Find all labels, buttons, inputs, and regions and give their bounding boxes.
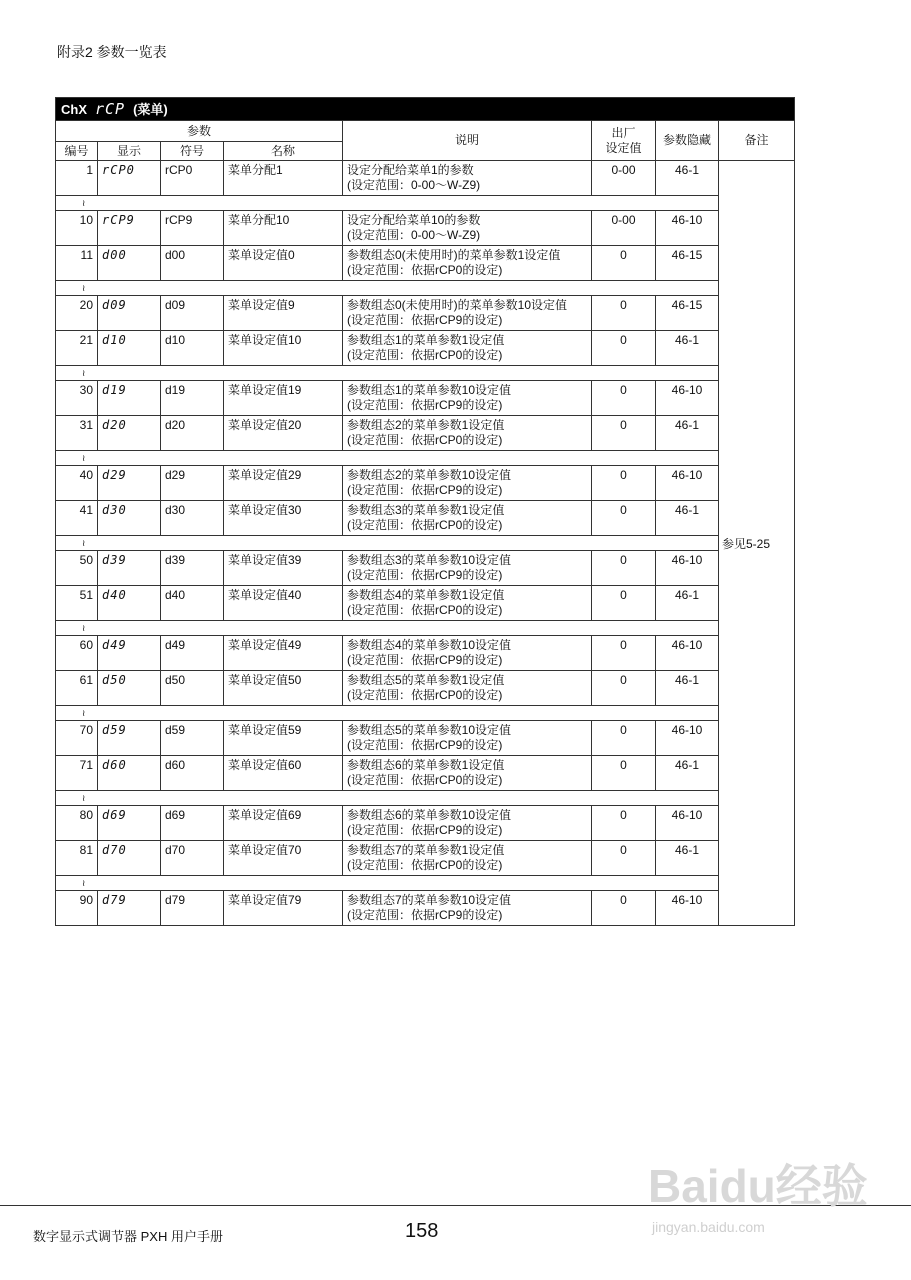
row-hidden: 46-1 [656,671,719,706]
row-desc [343,161,592,196]
table-row [56,841,795,876]
row-factory: 0 [592,331,656,366]
row-name: 菜单设定值29 [224,466,343,501]
row-display: d39 [98,551,161,586]
row-no: 11 [56,246,98,281]
row-display: d79 [98,891,161,926]
gap-mark: ≀ [82,878,86,888]
gap-mark: ≀ [82,623,86,633]
gap-row [56,621,795,636]
desc-line: 参数组态1的菜单参数10设定值 [347,383,512,397]
row-no: 31 [56,416,98,451]
desc-range: (设定范围：依据rCP9的设定) [347,568,503,582]
row-hidden: 46-10 [656,721,719,756]
desc-line: 参数组态4的菜单参数10设定值 [347,638,512,652]
title-suffix: (菜单) [133,101,168,117]
header-display: 显示 [98,142,161,161]
desc-range: (设定范围：依据rCP9的设定) [347,398,503,412]
desc-line: 参数组态0(未使用时)的菜单参数1设定值 [347,248,561,262]
row-name: 菜单设定值40 [224,586,343,621]
gap-mark: ≀ [82,538,86,548]
gap-cell [56,536,719,551]
desc-line: 参数组态3的菜单参数1设定值 [347,503,505,517]
row-no: 30 [56,381,98,416]
row-symbol: d40 [161,586,224,621]
row-factory: 0 [592,721,656,756]
row-hidden: 46-10 [656,466,719,501]
row-factory: 0 [592,841,656,876]
row-no: 70 [56,721,98,756]
row-display: d70 [98,841,161,876]
desc-line: 参数组态0(未使用时)的菜单参数10设定值 [347,298,568,312]
row-factory: 0 [592,416,656,451]
row-factory: 0 [592,806,656,841]
row-display: d60 [98,756,161,791]
row-desc [343,416,592,451]
row-desc [343,841,592,876]
table-row [56,381,795,416]
row-symbol: rCP9 [161,211,224,246]
row-hidden: 46-10 [656,211,719,246]
desc-line: 参数组态1的菜单参数1设定值 [347,333,505,347]
table-row [56,466,795,501]
row-name: 菜单设定值50 [224,671,343,706]
row-no: 80 [56,806,98,841]
row-factory: 0 [592,671,656,706]
desc-line: 参数组态5的菜单参数1设定值 [347,673,505,687]
row-desc [343,636,592,671]
table-row [56,671,795,706]
desc-range: (设定范围：依据rCP9的设定) [347,653,503,667]
table-row [56,756,795,791]
row-display: d49 [98,636,161,671]
row-no: 50 [56,551,98,586]
row-factory: 0 [592,246,656,281]
gap-cell [56,366,719,381]
row-no: 41 [56,501,98,536]
row-no: 21 [56,331,98,366]
gap-row [56,281,795,296]
gap-row [56,791,795,806]
desc-line: 参数组态2的菜单参数1设定值 [347,418,505,432]
row-name: 菜单设定值39 [224,551,343,586]
gap-cell [56,621,719,636]
table-row [56,891,795,926]
row-display: d29 [98,466,161,501]
row-name: 菜单设定值10 [224,331,343,366]
header-desc: 说明 [343,121,592,161]
row-no: 71 [56,756,98,791]
gap-cell [56,876,719,891]
row-hidden: 46-1 [656,331,719,366]
row-hidden: 46-10 [656,806,719,841]
row-symbol: d70 [161,841,224,876]
desc-range: (设定范围：依据rCP9的设定) [347,483,503,497]
row-desc [343,501,592,536]
row-no: 61 [56,671,98,706]
row-display: d40 [98,586,161,621]
watermark-logo: Baidu经验 [648,1160,868,1212]
header-factory: 出厂 设定值 [592,121,656,161]
row-name: 菜单设定值0 [224,246,343,281]
table-row [56,501,795,536]
row-name: 菜单设定值9 [224,296,343,331]
row-factory: 0 [592,756,656,791]
gap-cell [56,281,719,296]
desc-range: (设定范围：依据rCP0的设定) [347,348,503,362]
row-symbol: d29 [161,466,224,501]
row-symbol: d30 [161,501,224,536]
desc-line: 参数组态5的菜单参数10设定值 [347,723,512,737]
table-row [56,161,795,196]
row-name: 菜单分配10 [224,211,343,246]
row-symbol: d50 [161,671,224,706]
table-row [56,331,795,366]
row-desc [343,721,592,756]
row-desc [343,246,592,281]
row-desc [343,331,592,366]
watermark-url: jingyan.baidu.com [652,1219,765,1235]
row-factory: 0 [592,296,656,331]
table-row [56,586,795,621]
gap-mark: ≀ [82,283,86,293]
row-name: 菜单设定值69 [224,806,343,841]
desc-range: (设定范围：依据rCP9的设定) [347,313,503,327]
page-header: 附录2 参数一览表 [57,44,167,60]
desc-range: (设定范围：依据rCP0的设定) [347,688,503,702]
row-display: rCP0 [98,161,161,196]
row-desc [343,671,592,706]
gap-cell [56,791,719,806]
row-desc [343,296,592,331]
desc-range: (设定范围：依据rCP9的设定) [347,823,503,837]
table-title-row [56,98,795,121]
header-row-1 [56,121,795,142]
row-factory: 0 [592,466,656,501]
gap-row [56,366,795,381]
row-hidden: 46-1 [656,586,719,621]
row-factory: 0 [592,586,656,621]
row-name: 菜单设定值70 [224,841,343,876]
row-factory: 0 [592,501,656,536]
desc-line: 参数组态6的菜单参数1设定值 [347,758,505,772]
gap-mark: ≀ [82,198,86,208]
table-row [56,246,795,281]
row-symbol: d20 [161,416,224,451]
gap-mark: ≀ [82,708,86,718]
row-display: d09 [98,296,161,331]
row-symbol: d19 [161,381,224,416]
gap-mark: ≀ [82,453,86,463]
desc-range: (设定范围：0-00～W-Z9) [347,178,481,192]
row-display: d30 [98,501,161,536]
parameter-table [55,97,795,926]
gap-cell [56,451,719,466]
row-hidden: 46-1 [656,756,719,791]
row-hidden: 46-10 [656,381,719,416]
row-name: 菜单设定值20 [224,416,343,451]
row-hidden: 46-1 [656,416,719,451]
remark-cell: 参见5-25 [719,161,795,926]
row-hidden: 46-1 [656,841,719,876]
row-symbol: d60 [161,756,224,791]
row-name: 菜单设定值79 [224,891,343,926]
gap-mark: ≀ [82,368,86,378]
row-display: d59 [98,721,161,756]
row-name: 菜单分配1 [224,161,343,196]
desc-range: (设定范围：依据rCP0的设定) [347,433,503,447]
row-symbol: d39 [161,551,224,586]
row-desc [343,381,592,416]
row-symbol: d10 [161,331,224,366]
row-symbol: d59 [161,721,224,756]
row-desc [343,466,592,501]
gap-cell [56,196,719,211]
desc-range: (设定范围：0-00～W-Z9) [347,228,481,242]
gap-row [56,451,795,466]
row-hidden: 46-1 [656,501,719,536]
desc-range: (设定范围：依据rCP0的设定) [347,858,503,872]
desc-line: 参数组态7的菜单参数10设定值 [347,893,512,907]
table-row [56,416,795,451]
desc-line: 参数组态2的菜单参数10设定值 [347,468,512,482]
row-factory: 0-00 [592,211,656,246]
row-display: d20 [98,416,161,451]
row-display: rCP9 [98,211,161,246]
row-symbol: d00 [161,246,224,281]
gap-row [56,706,795,721]
desc-range: (设定范围：依据rCP0的设定) [347,263,503,277]
row-name: 菜单设定值30 [224,501,343,536]
header-name: 名称 [224,142,343,161]
row-no: 81 [56,841,98,876]
row-name: 菜单设定值19 [224,381,343,416]
row-hidden: 46-15 [656,296,719,331]
row-desc [343,756,592,791]
row-display: d10 [98,331,161,366]
row-no: 10 [56,211,98,246]
gap-mark: ≀ [82,793,86,803]
row-hidden: 46-1 [656,161,719,196]
desc-range: (设定范围：依据rCP9的设定) [347,908,503,922]
row-factory: 0 [592,891,656,926]
row-symbol: d49 [161,636,224,671]
gap-row [56,876,795,891]
row-desc [343,586,592,621]
row-desc [343,551,592,586]
row-display: d69 [98,806,161,841]
row-desc [343,806,592,841]
row-symbol: rCP0 [161,161,224,196]
header-no: 编号 [56,142,98,161]
row-name: 菜单设定值59 [224,721,343,756]
row-hidden: 46-10 [656,636,719,671]
row-display: d50 [98,671,161,706]
desc-line: 参数组态7的菜单参数1设定值 [347,843,505,857]
row-hidden: 46-10 [656,891,719,926]
row-no: 1 [56,161,98,196]
table-row [56,806,795,841]
row-no: 51 [56,586,98,621]
row-display: d19 [98,381,161,416]
desc-range: (设定范围：依据rCP9的设定) [347,738,503,752]
desc-line: 设定分配给菜单10的参数 [347,213,481,227]
row-factory: 0 [592,551,656,586]
table-row [56,636,795,671]
row-name: 菜单设定值49 [224,636,343,671]
header-symbol: 符号 [161,142,224,161]
table-row [56,211,795,246]
row-symbol: d09 [161,296,224,331]
row-hidden: 46-10 [656,551,719,586]
title-prefix: ChX [61,101,87,117]
desc-line: 参数组态4的菜单参数1设定值 [347,588,505,602]
header-hidden: 参数隐藏 [656,121,719,161]
row-factory: 0-00 [592,161,656,196]
desc-line: 设定分配给菜单1的参数 [347,163,474,177]
table-row [56,551,795,586]
desc-range: (设定范围：依据rCP0的设定) [347,773,503,787]
desc-line: 参数组态3的菜单参数10设定值 [347,553,512,567]
gap-cell [56,706,719,721]
row-symbol: d79 [161,891,224,926]
row-no: 40 [56,466,98,501]
row-symbol: d69 [161,806,224,841]
desc-range: (设定范围：依据rCP0的设定) [347,518,503,532]
row-no: 60 [56,636,98,671]
gap-row [56,196,795,211]
row-no: 20 [56,296,98,331]
table-row [56,296,795,331]
row-name: 菜单设定值60 [224,756,343,791]
header-params: 参数 [56,121,343,142]
header-remark: 备注 [719,121,795,161]
row-display: d00 [98,246,161,281]
row-factory: 0 [592,636,656,671]
table-row [56,721,795,756]
title-lcd-display: rCP [95,99,126,118]
page-number: 158 [405,1220,439,1242]
gap-row [56,536,795,551]
table-title [56,98,795,121]
row-desc [343,891,592,926]
row-desc [343,211,592,246]
desc-range: (设定范围：依据rCP0的设定) [347,603,503,617]
row-factory: 0 [592,381,656,416]
footer-manual-title: 数字显示式调节器 PXH 用户手册 [33,1229,223,1244]
row-no: 90 [56,891,98,926]
row-hidden: 46-15 [656,246,719,281]
desc-line: 参数组态6的菜单参数10设定值 [347,808,512,822]
